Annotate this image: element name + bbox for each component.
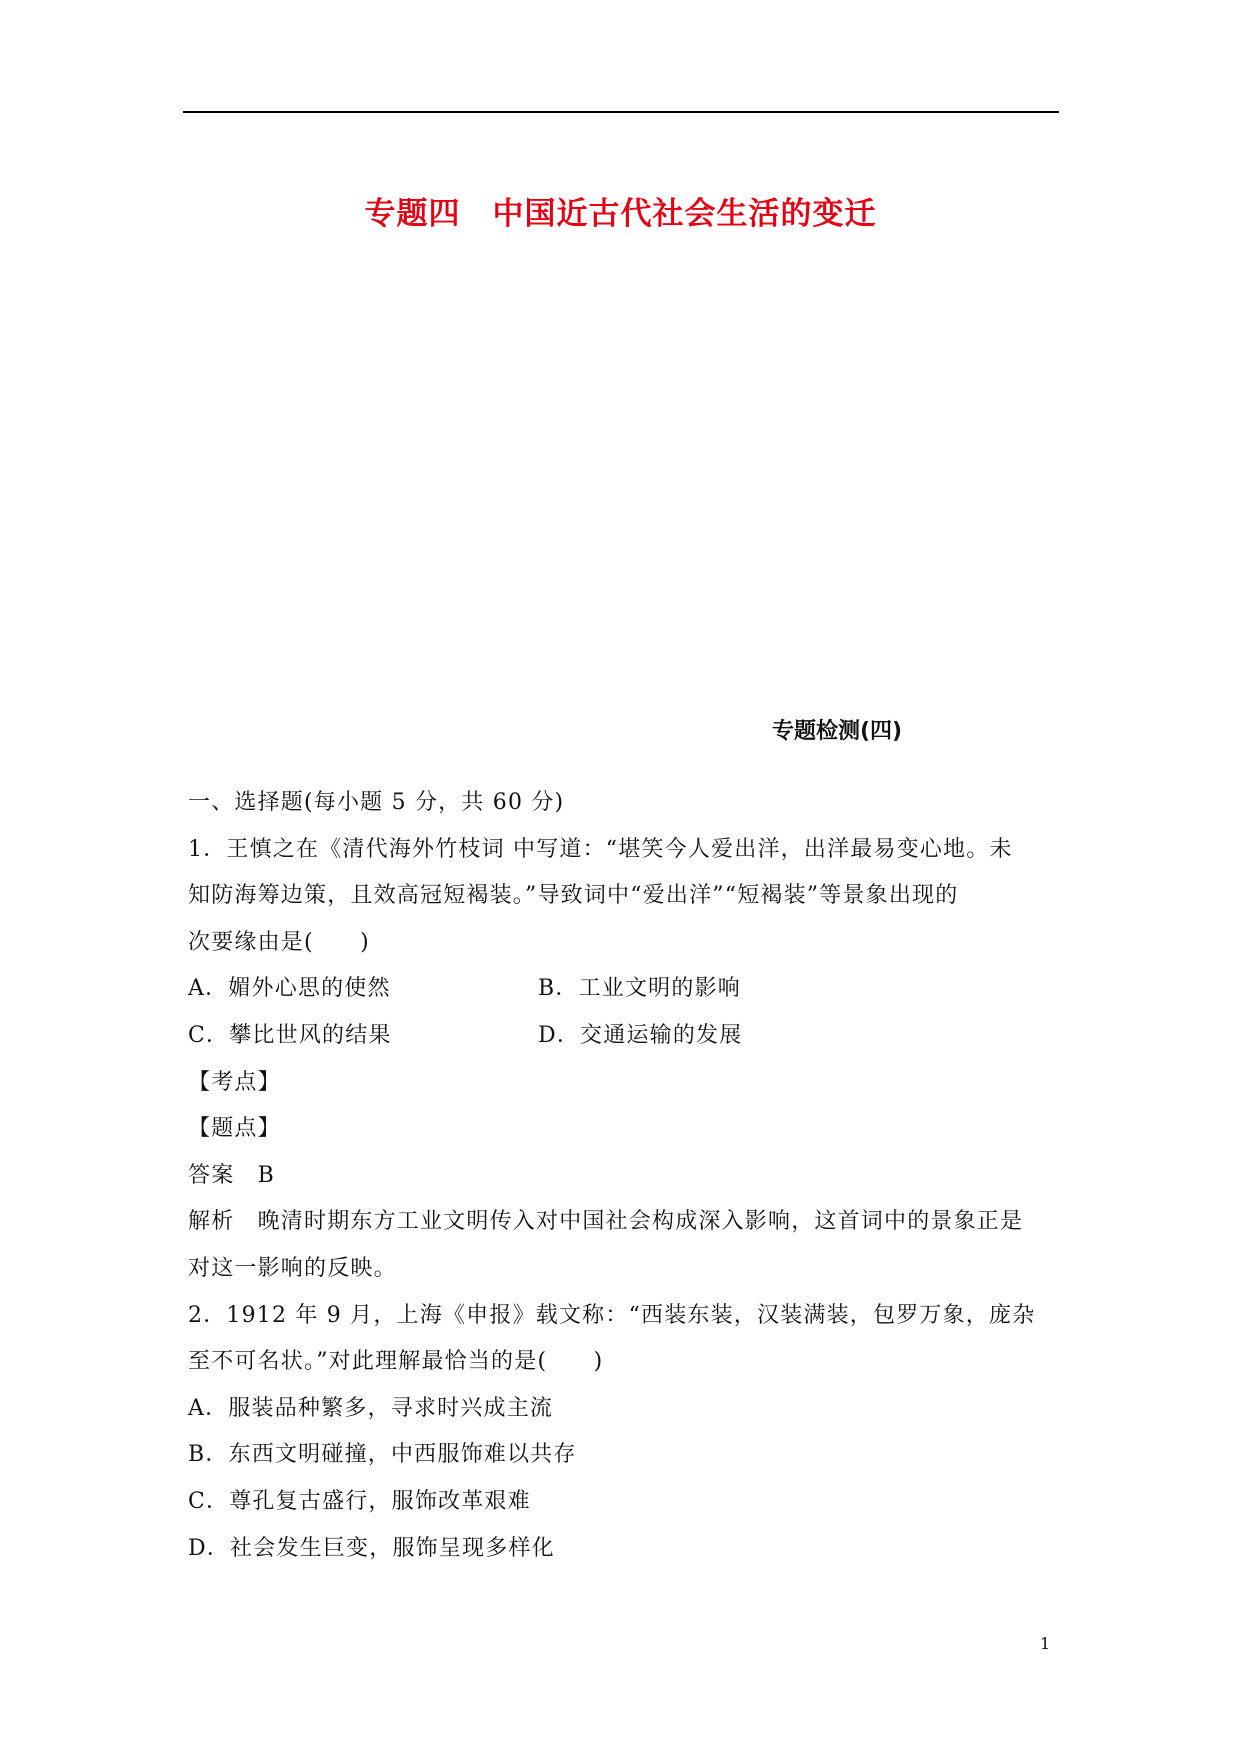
question-2-option-c: C．尊孔复古盛行，服饰改革艰难	[188, 1488, 531, 1514]
question-1-option-a: A．媚外心思的使然	[188, 976, 391, 1002]
section-title: 专题检测(四)	[772, 719, 903, 744]
question-1-option-d: D．交通运输的发展	[538, 1022, 743, 1048]
question-1-analysis-line: 对这一影响的反映。	[188, 1255, 397, 1281]
question-1-option-b: B．工业文明的影响	[538, 976, 741, 1002]
question-1-stem-line: 1．王慎之在《清代海外竹枝词 中写道：“堪笑今人爱出洋，出洋最易变心地。未	[188, 836, 1013, 862]
question-1-analysis-line: 解析 晚清时期东方工业文明传入对中国社会构成深入影响，这首词中的景象正是	[188, 1209, 1024, 1235]
document-title: 专题四 中国近古代社会生活的变迁	[364, 196, 877, 232]
question-2	[188, 1293, 1068, 1573]
question-1-options-row	[188, 966, 1068, 1013]
instruction-text: 一、选择题(每小题 5 分，共 60 分)	[188, 790, 565, 815]
question-1	[188, 827, 1068, 1293]
question-1-stem-line: 知防海筹边策，且效高冠短褐装。”导致词中“爱出洋”“短褐装”等景象出现的	[188, 883, 959, 909]
question-2-stem-line: 至不可名状。”对此理解最恰当的是( )	[188, 1349, 604, 1375]
question-1-tidian: 【题点】	[188, 1116, 281, 1142]
question-2-option-a: A．服装品种繁多，寻求时兴成主流	[188, 1395, 554, 1421]
question-1-options-row	[188, 1013, 1068, 1060]
question-1-answer: 答案 B	[188, 1162, 275, 1188]
question-2-option-d: D．社会发生巨变，服饰呈现多样化	[188, 1535, 555, 1561]
question-1-stem-line: 次要缘由是( )	[188, 929, 370, 955]
page-number: 1	[1040, 1634, 1051, 1653]
question-1-kaodian: 【考点】	[188, 1069, 281, 1095]
document-body	[188, 780, 1068, 1572]
question-2-option-b: B．东西文明碰撞，中西服饰难以共存	[188, 1442, 577, 1468]
header-rule	[183, 111, 1059, 113]
question-2-stem-line: 2．1912 年 9 月，上海《申报》载文称：“西装东装，汉装满装，包罗万象，庞杂	[188, 1302, 1036, 1328]
question-1-option-c: C．攀比世风的结果	[188, 1022, 392, 1048]
